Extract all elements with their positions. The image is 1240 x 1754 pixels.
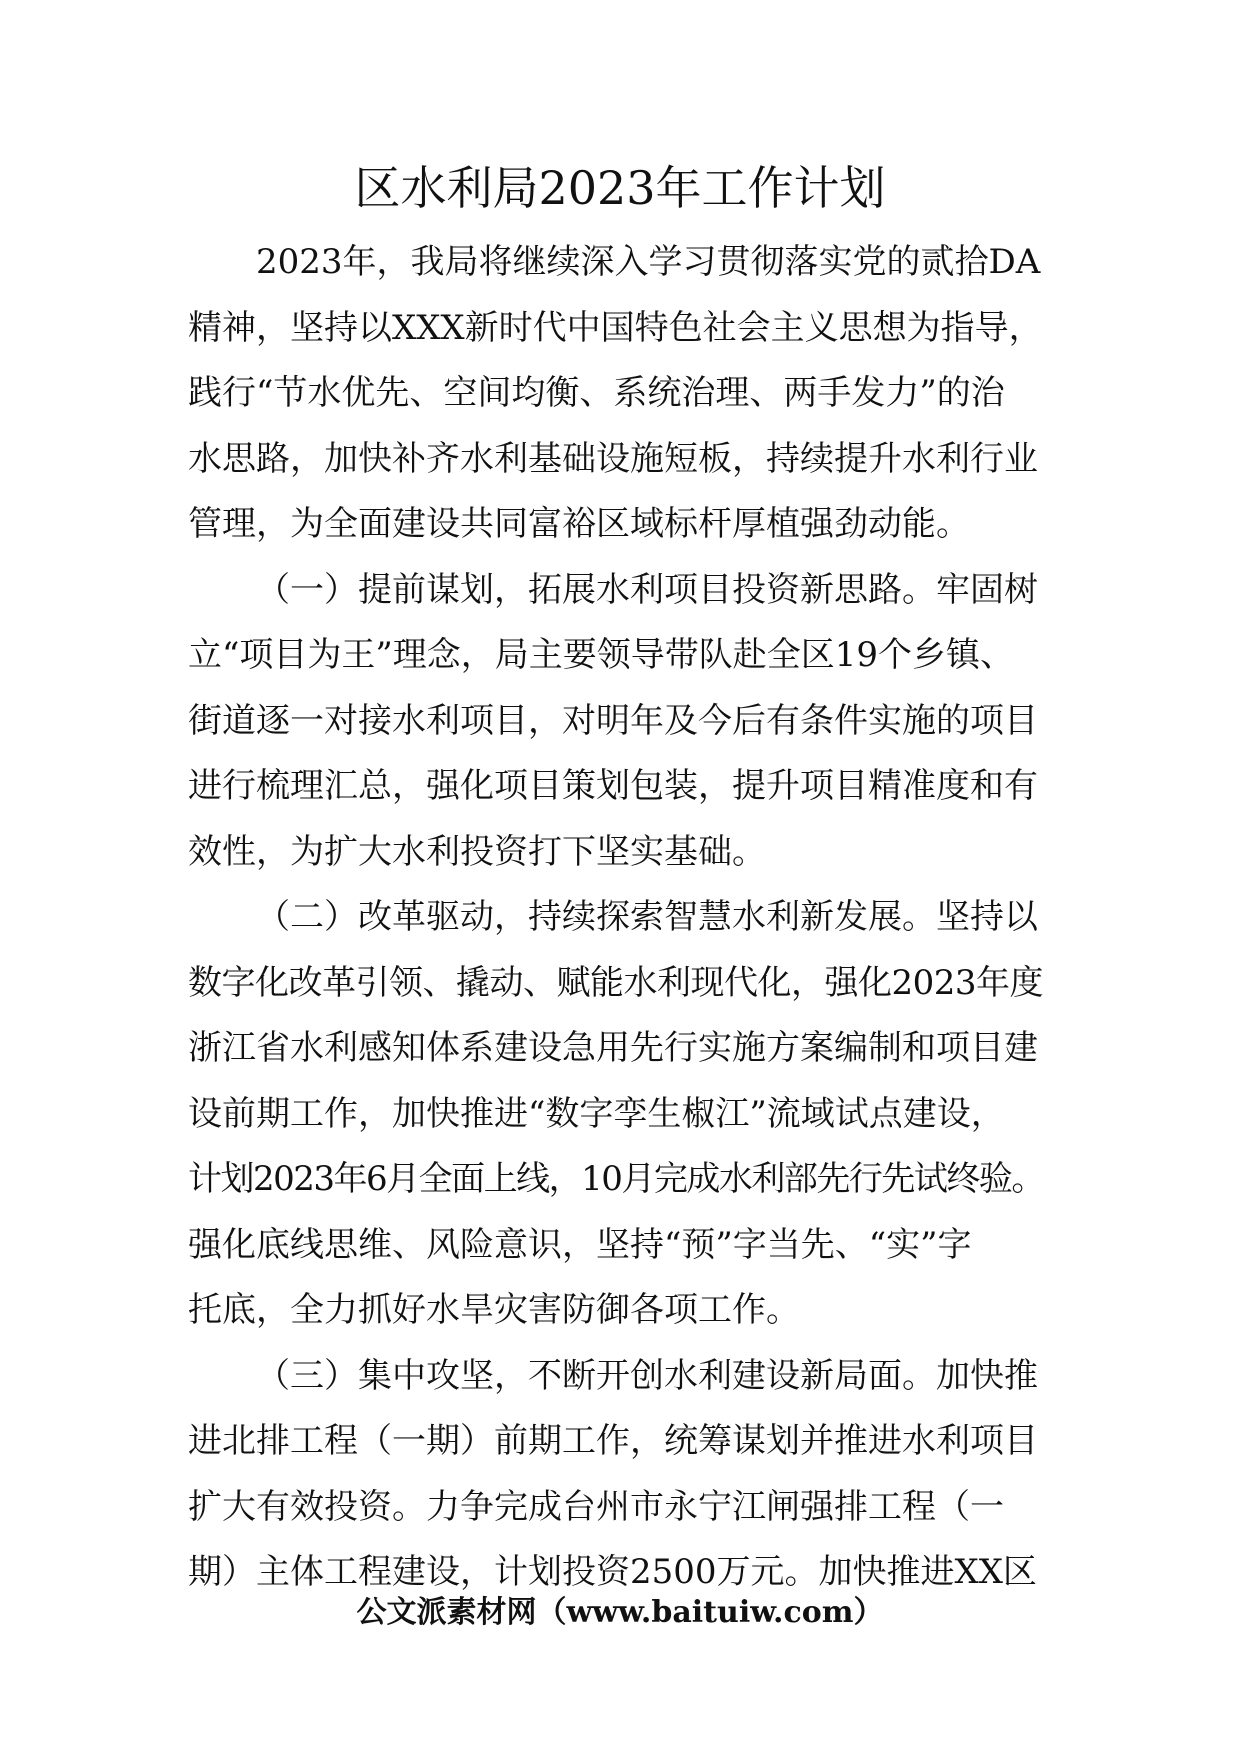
text-line: 效性，为扩大水利投资打下坚实基础。 bbox=[188, 831, 766, 872]
text-line: 托底，全力抓好水旱灾害防御各项工作。 bbox=[188, 1290, 800, 1330]
document-body bbox=[188, 230, 1054, 1606]
text-line: 设前期工作，加快推进“数字孪生椒江”流域试点建设， bbox=[188, 1093, 1005, 1134]
text-line: 精神，坚持以XXX新时代中国特色社会主义思想为指导， bbox=[188, 307, 1043, 348]
text-line: 立“项目为王”理念，局主要领导带队赴全区19个乡镇、 bbox=[188, 635, 1015, 675]
text-line: 期）主体工程建设，计划投资2500万元。加快推进XX区 bbox=[188, 1552, 1037, 1592]
footer-watermark-text: 公文派素材网（www.baituiw.com） bbox=[356, 1595, 884, 1630]
paragraph-section-3 bbox=[188, 1344, 1054, 1606]
text-line: 进行梳理汇总，强化项目策划包装，提升项目精准度和有 bbox=[188, 766, 1038, 806]
text-line: （一）提前谋划，拓展水利项目投资新思路。牢固树 bbox=[256, 569, 1038, 610]
text-line: 数字化改革引领、撬动、赋能水利现代化，强化2023年度 bbox=[188, 962, 1044, 1003]
paragraph-intro bbox=[188, 230, 1054, 558]
text-line: 浙江省水利感知体系建设急用先行实施方案编制和项目建 bbox=[188, 1028, 1038, 1068]
text-line: （三）集中攻坚，不断开创水利建设新局面。加快推 bbox=[256, 1355, 1038, 1396]
text-line: 水思路，加快补齐水利基础设施短板，持续提升水利行业 bbox=[188, 438, 1038, 479]
text-line: 践行“节水优先、空间均衡、系统治理、两手发力”的治 bbox=[188, 373, 1005, 413]
paragraph-section-2 bbox=[188, 885, 1054, 1344]
text-line: 2023年，我局将继续深入学习贯彻落实党的贰拾DA bbox=[256, 242, 1041, 282]
text-line: 计划2023年6月全面上线，10月完成水利部先行先试终验。 bbox=[188, 1159, 1044, 1199]
text-line: 强化底线思维、风险意识，坚持“预”字当先、“实”字 bbox=[188, 1224, 972, 1265]
text-line: （二）改革驱动，持续探索智慧水利新发展。坚持以 bbox=[256, 897, 1038, 937]
text-line: 进北排工程（一期）前期工作，统筹谋划并推进水利项目 bbox=[188, 1421, 1038, 1461]
text-line: 管理，为全面建设共同富裕区域标杆厚植强劲动能。 bbox=[188, 504, 970, 544]
paragraph-section-1 bbox=[188, 558, 1054, 886]
text-line: 扩大有效投资。力争完成台州市永宁江闸强排工程（一 bbox=[188, 1486, 1004, 1527]
text-line: 街道逐一对接水利项目，对明年及今后有条件实施的项目 bbox=[188, 700, 1038, 741]
document-title: 区水利局2023年工作计划 bbox=[354, 161, 886, 215]
